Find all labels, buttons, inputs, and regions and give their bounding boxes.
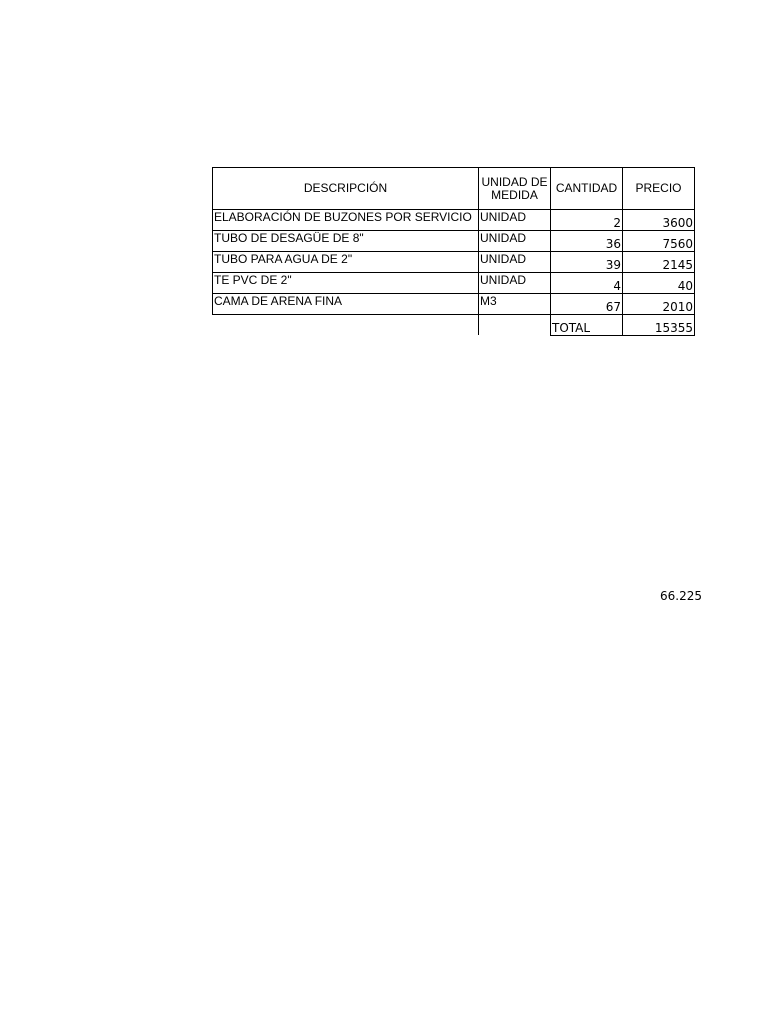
total-label: TOTAL (551, 315, 623, 336)
cell-quantity: 39 (551, 252, 623, 273)
cell-unit: UNIDAD (479, 210, 551, 231)
cell-description: CAMA DE ARENA FINA (213, 294, 479, 315)
table-row (213, 231, 695, 252)
header-quantity: CANTIDAD (551, 168, 623, 210)
cell-unit: UNIDAD (479, 252, 551, 273)
table-row (213, 294, 695, 315)
cell-price: 2145 (623, 252, 695, 273)
budget-table (212, 167, 695, 336)
loose-cell-value: 66.225 (660, 589, 702, 603)
header-description: DESCRIPCIÓN (213, 168, 479, 210)
cell-quantity: 36 (551, 231, 623, 252)
cell-description: ELABORACIÓN DE BUZONES POR SERVICIO (213, 210, 479, 231)
table-row (213, 252, 695, 273)
table-body (213, 210, 695, 336)
cell-unit: UNIDAD (479, 273, 551, 294)
cell-quantity: 2 (551, 210, 623, 231)
table-row (213, 210, 695, 231)
cell-unit: M3 (479, 294, 551, 315)
cell-description: TUBO DE DESAGÜE DE 8" (213, 231, 479, 252)
cell-price: 2010 (623, 294, 695, 315)
header-unit: UNIDAD DE MEDIDA (479, 168, 551, 210)
cell-quantity: 67 (551, 294, 623, 315)
cell-description: TE PVC DE 2" (213, 273, 479, 294)
total-value: 15355 (623, 315, 695, 336)
header-price: PRECIO (623, 168, 695, 210)
cell-unit: UNIDAD (479, 231, 551, 252)
cell-price: 40 (623, 273, 695, 294)
table-header (213, 168, 695, 210)
header-row (213, 168, 695, 210)
cell-description: TUBO PARA AGUA DE 2" (213, 252, 479, 273)
cell-quantity: 4 (551, 273, 623, 294)
empty-cell (213, 315, 479, 336)
cell-price: 3600 (623, 210, 695, 231)
table-row (213, 273, 695, 294)
empty-cell (479, 315, 551, 336)
total-row (213, 315, 695, 336)
cell-price: 7560 (623, 231, 695, 252)
